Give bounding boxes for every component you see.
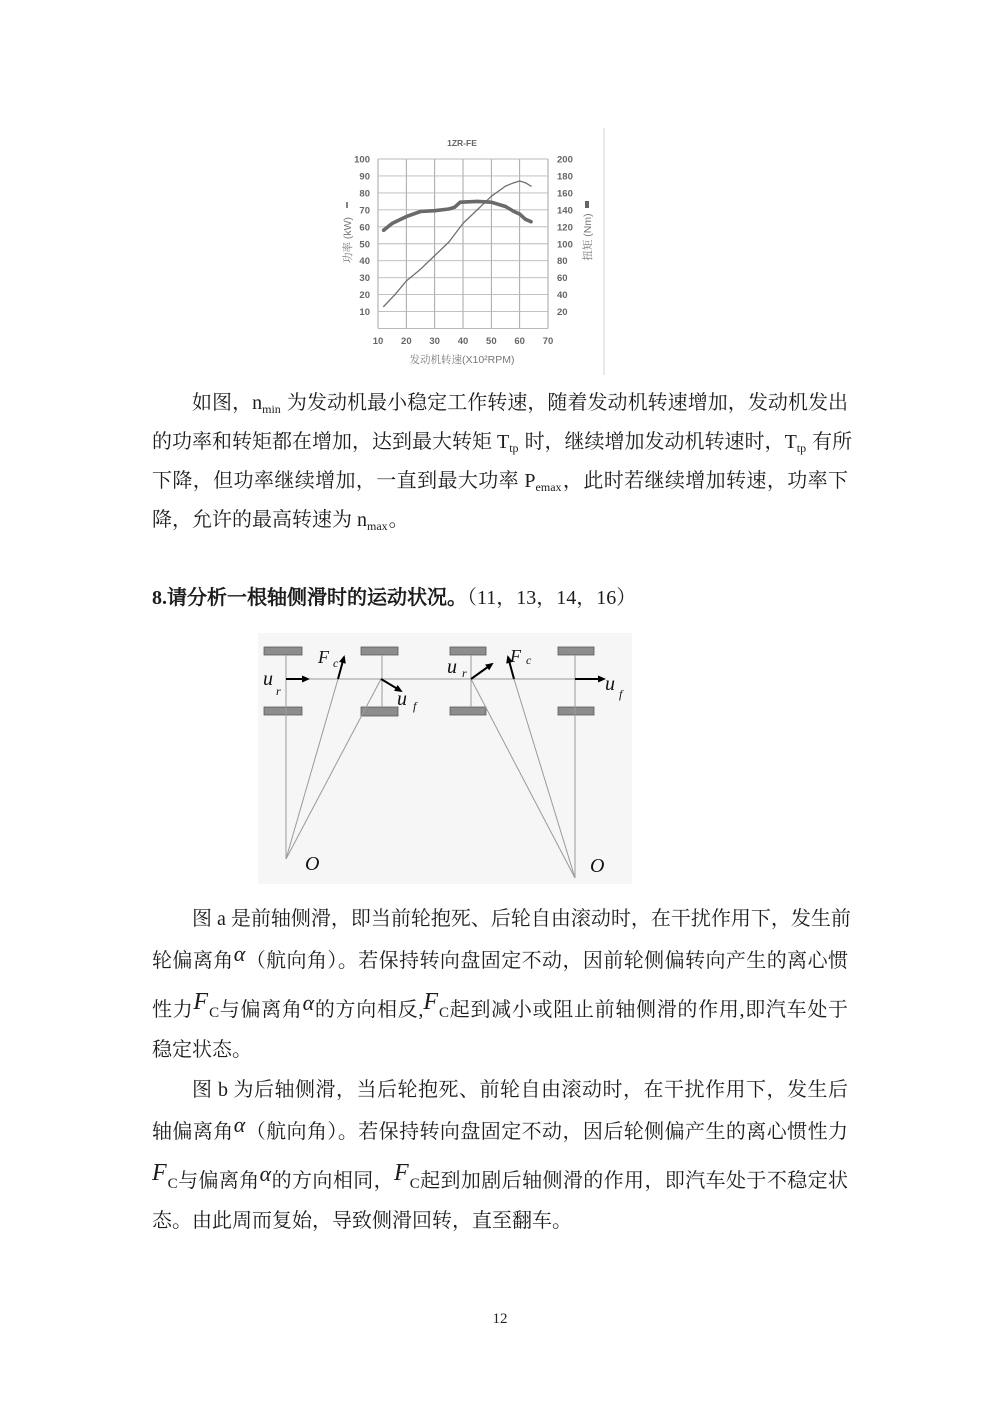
- math-symbol: [302, 990, 315, 1021]
- text-run: （航向角）。若保持转向盘固定不动，因后轮侧偏产生的离心惯性力: [245, 1121, 849, 1143]
- data-point-torque: [490, 201, 493, 204]
- variable-symbol: [524, 470, 562, 492]
- text-run: 有所: [807, 431, 853, 453]
- label-turn-center: O: [305, 853, 320, 875]
- y-axis-label-left: 功率 (kW): [342, 216, 354, 264]
- variable-symbol: [497, 431, 520, 453]
- text-run: 轴偏离角: [152, 1121, 234, 1143]
- symbol-base: T: [497, 431, 510, 453]
- variable-symbol: [357, 509, 389, 531]
- label-f-c-sub: c: [526, 653, 532, 667]
- paragraph-2-line: [152, 1037, 848, 1063]
- text-run: 图 b 为后轴侧滑，当后轮抱死、前轮自由滚动时，在干扰作用下，发生后: [192, 1079, 848, 1101]
- chart-tick-labels: [354, 155, 573, 348]
- chart-title: 1ZR-FE: [447, 138, 477, 148]
- label-u-f-sub: f: [619, 687, 623, 701]
- symbol-subscript: tp: [509, 441, 519, 455]
- y-tick-label-left: 40: [359, 256, 370, 268]
- text-run: 轮偏离角: [152, 950, 234, 972]
- data-point-power: [530, 186, 531, 187]
- symbol-subscript: tp: [796, 441, 807, 455]
- text-run: 为发动机最小稳定工作转速，随着发动机转速增加，发动机发出: [281, 392, 849, 414]
- y-tick-label-left: 100: [354, 154, 370, 166]
- text-run: 稳定状态。: [152, 1039, 252, 1061]
- chart-grid: [378, 159, 548, 329]
- data-point-torque: [419, 210, 422, 213]
- symbol-base: α: [233, 1112, 246, 1137]
- paragraph-3-line: [152, 1112, 849, 1144]
- y-tick-label-right: 120: [557, 222, 573, 234]
- data-point-torque: [433, 209, 436, 212]
- data-point-power: [525, 182, 526, 183]
- variable-symbol: [252, 392, 282, 414]
- y-tick-label-right: 200: [557, 154, 573, 166]
- paragraph-2-line: [192, 906, 851, 932]
- data-point-torque: [453, 206, 456, 209]
- paragraph-1-line: [192, 390, 848, 416]
- data-point-power: [406, 280, 407, 281]
- symbol-subscript: C: [209, 1005, 220, 1021]
- y-tick-label-left: 90: [359, 171, 370, 183]
- symbol-base: F: [152, 1160, 167, 1186]
- y-tick-label-right: 20: [557, 307, 568, 319]
- data-point-power: [505, 186, 506, 187]
- text-run: 的方向相同，: [271, 1170, 395, 1192]
- label-f-c-sub: c: [333, 656, 339, 670]
- symbol-base: F: [193, 989, 209, 1015]
- wheel-rear-right: [264, 707, 302, 715]
- y-tick-label-right: 160: [557, 188, 573, 200]
- label-u-r-sub: r: [462, 666, 467, 680]
- symbol-base: n: [252, 392, 263, 414]
- wheel-rear-right: [450, 707, 486, 715]
- data-point-torque: [524, 218, 527, 221]
- data-point-power: [462, 223, 463, 224]
- section-8-title: 8.请分析一根轴侧滑时的运动状况。: [152, 587, 467, 609]
- math-symbol: [423, 989, 450, 1021]
- data-point-power: [519, 180, 520, 181]
- data-point-power: [513, 182, 514, 183]
- symbol-base: α: [259, 1161, 272, 1186]
- data-point-torque: [405, 215, 408, 218]
- text-run: 与偏离角: [177, 1170, 260, 1192]
- y-tick-label-left: 50: [359, 239, 370, 251]
- data-point-torque: [391, 222, 394, 225]
- data-point-torque: [512, 210, 515, 213]
- data-point-power: [491, 196, 492, 197]
- paragraph-1-line: [152, 429, 853, 455]
- y-tick-label-left: 60: [359, 222, 370, 234]
- data-point-torque: [476, 200, 479, 203]
- data-point-power: [434, 255, 435, 256]
- y-tick-label-left: 10: [359, 307, 370, 319]
- math-symbol: [233, 941, 246, 972]
- engine-characteristic-chart: [340, 125, 610, 380]
- y-tick-label-left: 20: [359, 290, 370, 302]
- text-run: 的方向相反,: [314, 999, 424, 1021]
- text-run: 。: [388, 509, 409, 531]
- text-run: 如图，: [192, 392, 253, 414]
- data-point-power: [420, 269, 421, 270]
- label-u-f-base: u: [605, 673, 615, 695]
- x-axis-label: 发动机转速(X10²RPM): [409, 354, 515, 366]
- data-point-torque: [447, 207, 450, 210]
- label-u-r-base: u: [263, 668, 273, 690]
- label-u-r-base: u: [447, 656, 457, 678]
- y-tick-label-right: 60: [557, 273, 568, 285]
- text-run: 的功率和转矩都在增加，达到最大转矩: [152, 431, 497, 453]
- paragraph-3-line: [152, 1160, 849, 1193]
- data-point-torque: [382, 229, 385, 232]
- paragraph-2-line: [152, 989, 849, 1022]
- data-point-power: [394, 294, 395, 295]
- symbol-subscript: C: [439, 1005, 450, 1021]
- math-symbol: [259, 1161, 272, 1192]
- text-run: 时，继续增加发动机转速时，: [519, 431, 785, 453]
- y-tick-label-right: 40: [557, 290, 568, 302]
- label-u-f-base: u: [397, 688, 407, 710]
- y-tick-label-left: 80: [359, 188, 370, 200]
- text-run: 态。由此周而复始，导致侧滑回转，直至翻车。: [152, 1210, 572, 1232]
- variable-symbol: [785, 431, 808, 453]
- x-tick-label: 40: [457, 336, 469, 347]
- text-run: ，此时若继续增加转速，功率下: [562, 470, 849, 492]
- section-8-heading: [152, 585, 848, 611]
- paragraph-2-line: [152, 941, 849, 973]
- math-symbol: [193, 989, 220, 1021]
- x-tick-label: 60: [514, 336, 525, 347]
- symbol-subscript: C: [409, 1176, 420, 1192]
- text-run: 性力: [152, 999, 194, 1021]
- data-point-torque: [529, 220, 532, 223]
- data-point-torque: [459, 201, 462, 204]
- y-axis-label-left-group: [341, 202, 354, 263]
- symbol-base: n: [357, 509, 367, 531]
- x-tick-label: 10: [372, 336, 384, 347]
- y-tick-label-right: 180: [557, 171, 573, 183]
- symbol-subscript: max: [367, 519, 388, 533]
- math-symbol: [394, 1160, 420, 1192]
- text-run: （航向角）。若保持转向盘固定不动，因前轮侧偏转向产生的离心惯: [245, 950, 849, 972]
- diagram-background: [258, 633, 632, 884]
- wheel-front-right: [361, 707, 398, 716]
- label-turn-center: O: [590, 855, 605, 877]
- math-symbol: [152, 1160, 178, 1192]
- paragraph-1-line: [152, 468, 848, 494]
- text-run: 起到减小或阻止前轴侧滑的作用,即汽车处于: [449, 999, 849, 1021]
- page-number: 12: [492, 1311, 508, 1327]
- data-point-power: [477, 209, 478, 210]
- y-tick-label-right: 80: [557, 256, 568, 268]
- symbol-subscript: C: [167, 1176, 178, 1192]
- text-run: 起到加剧后轴侧滑的作用，即汽车处于不稳定状: [419, 1170, 849, 1192]
- text-run: 下降，但功率继续增加，一直到最大功率: [152, 470, 525, 492]
- paragraph-1-line: [152, 507, 848, 533]
- data-point-torque: [518, 213, 521, 216]
- symbol-base: F: [394, 1160, 409, 1186]
- symbol-subscript: emax: [535, 480, 562, 494]
- math-symbol: [233, 1112, 246, 1143]
- data-point-power: [383, 306, 384, 307]
- x-tick-label: 20: [401, 336, 412, 347]
- wheel-rear-left: [450, 647, 486, 655]
- symbol-base: α: [233, 941, 246, 966]
- x-tick-label: 50: [486, 336, 497, 347]
- wheel-front-right: [558, 707, 594, 715]
- symbol-subscript: min: [262, 402, 281, 416]
- x-tick-label: 70: [542, 336, 554, 347]
- paragraph-3-line: [192, 1077, 848, 1103]
- y-tick-label-right: 140: [557, 205, 573, 217]
- wheel-front-left: [361, 647, 398, 655]
- axle-sideslip-diagram: [258, 633, 632, 884]
- data-point-torque: [504, 205, 507, 208]
- wheel-rear-left: [264, 647, 302, 655]
- y-tick-label-left: 30: [359, 273, 370, 285]
- text-run: 与偏离角: [219, 999, 303, 1021]
- symbol-base: P: [524, 470, 536, 492]
- y-tick-label-left: 70: [359, 205, 370, 217]
- wheel-front-left: [558, 647, 594, 655]
- text-run: 降，允许的最高转速为: [152, 509, 357, 531]
- label-u-f-sub: f: [413, 699, 417, 713]
- y-tick-label-right: 100: [557, 239, 573, 251]
- symbol-base: F: [423, 989, 439, 1015]
- section-8-refs: （11，13，14，16）: [467, 587, 637, 609]
- label-u-r-sub: r: [276, 684, 281, 698]
- label-f-c-base: F: [318, 647, 329, 667]
- y-axis-label-right: 扭矩 (Nm): [582, 213, 594, 261]
- paragraph-3-line: [152, 1208, 848, 1234]
- x-tick-label: 30: [429, 336, 440, 347]
- label-f-c-base: F: [510, 646, 521, 666]
- symbol-base: T: [784, 431, 797, 453]
- symbol-base: α: [302, 990, 315, 1015]
- data-point-power: [448, 242, 449, 243]
- y-axis-label-right-group: [581, 201, 594, 261]
- text-run: 图 a 是前轴侧滑，即当前轮抱死、后轮自由滚动时，在干扰作用下，发生前: [192, 908, 851, 930]
